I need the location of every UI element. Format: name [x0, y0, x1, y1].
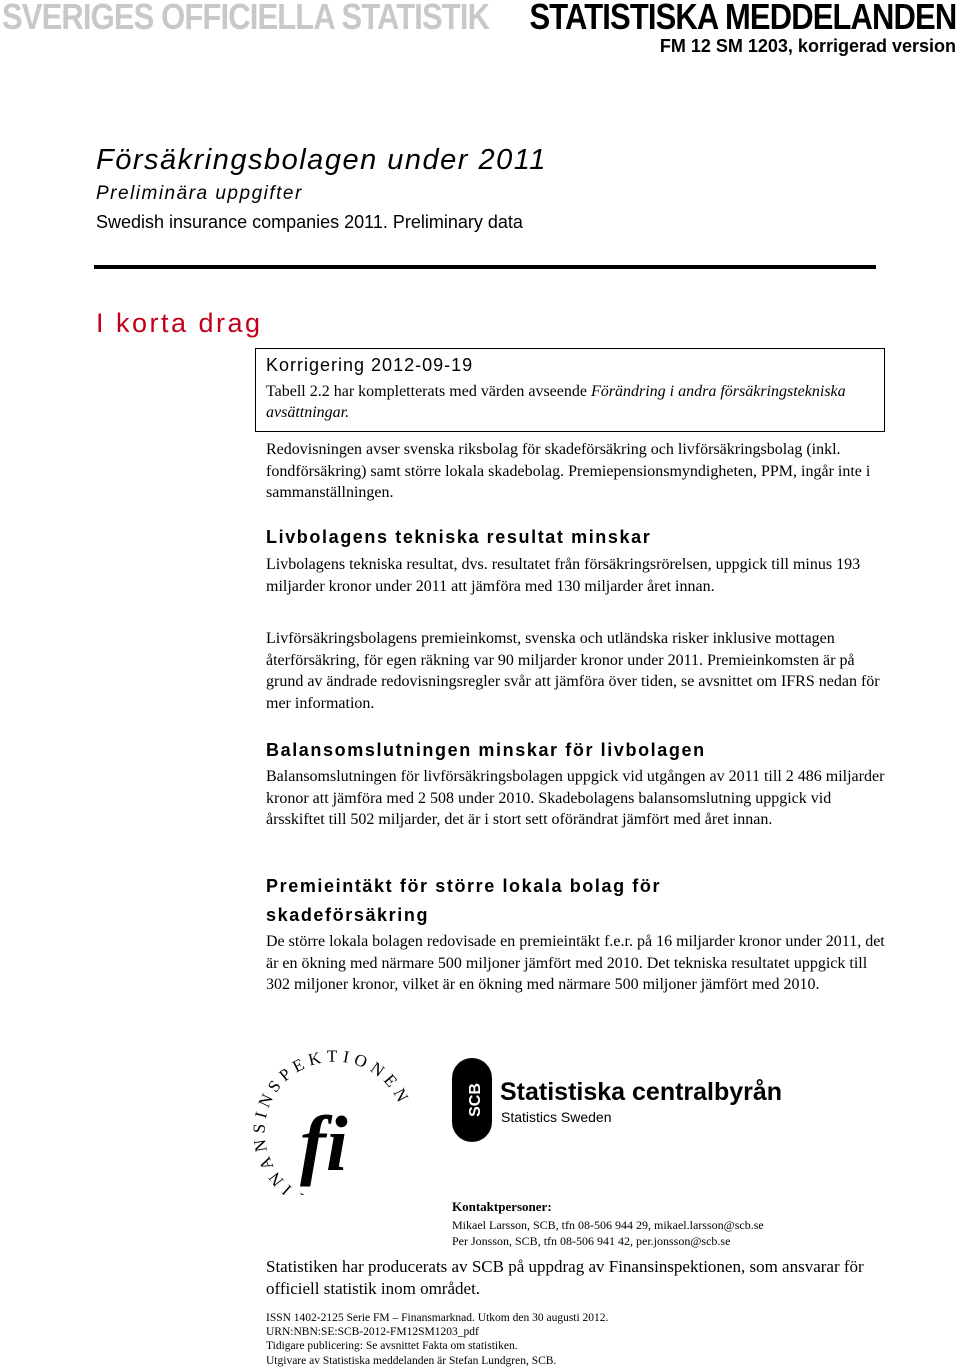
title-divider — [94, 265, 876, 269]
footer-line: ISSN 1402-2125 Serie FM – Finansmarknad. Utkom den 30 augusti 2012. — [266, 1312, 609, 1324]
english-title: Swedish insurance companies 2011. Preliminary data — [96, 212, 523, 232]
correction-heading: Korrigering 2012-09-19 — [266, 355, 474, 375]
correction-text-italic: Förändring i andra försäkringstekniska avsättningar. — [266, 383, 846, 421]
section-paragraph: Balansomslutningen för livförsäkringsbolagen uppgick vid utgången av 2011 till 2 486 miljarder kronor att jämföra med 2 508 under 2010. Skadebolagens balansomslutning uppgick vid årsskiftet till 502 miljarder, det är i stort sett oförändrat jämfört med året innan. — [266, 768, 885, 828]
svg-text:fi: fi — [300, 1100, 348, 1187]
section-heading-balance: Balansomslutningen minskar för livbolagen — [266, 740, 706, 760]
scb-name: Statistiska centralbyrån — [500, 1078, 783, 1106]
section-paragraph: Livförsäkringsbolagens premieinkomst, svenska och utländska risker inklusive mottagen återförsäkring, för egen räkning var 90 miljarder kronor under 2011. Premieinkomsten är på grund av ändrade redovisningsregler svår att jämföra över tiden, se avsnittet om IFRS nedan för mer information. — [266, 630, 880, 712]
section-paragraph: De större lokala bolagen redovisade en premieintäkt f.e.r. på 16 miljarder kronor under 2011, det är en ökning med närmare 500 miljoner jämfört med 2010. Det tekniska resultatet uppgick till 302 miljoner kronor, vilket är en ökning med närmare 500 miljoner jämfört med 2010. — [266, 933, 885, 993]
scb-subtitle: Statistics Sweden — [501, 1109, 612, 1125]
summary-heading: I korta drag — [96, 308, 263, 338]
section-heading-local-companies-2: skadeförsäkring — [266, 905, 430, 925]
footer-line: Tidigare publicering: Se avsnittet Fakta om statistiken. — [266, 1340, 518, 1352]
svg-text:FINANSINSPEKTIONEN: INANSINSPEKTIONE — [250, 1046, 405, 1195]
svg-text:SCB: SCB — [467, 1083, 484, 1117]
contact-person: Mikael Larsson, SCB, tfn 08-506 944 29, mikael.larsson@scb.se — [452, 1218, 764, 1232]
finansinspektionen-logo — [250, 1045, 410, 1195]
contacts-heading: Kontaktpersoner: — [452, 1199, 552, 1214]
series-banner-right: STATISTISKA MEDDELANDEN — [529, 0, 956, 37]
page-title: Försäkringsbolagen under 2011 — [96, 144, 547, 176]
intro-paragraph: Redovisningen avser svenska riksbolag för skadeförsäkring och livförsäkringsbolag (inkl. fondförsäkring) samt större lokala skadebolag. Premiepensionsmyndigheten, PPM, ingår inte i sammanställningen. — [266, 441, 871, 501]
page-subtitle: Preliminära uppgifter — [96, 183, 303, 204]
footer-line: Utgivare av Statistiska meddelanden är Stefan Lundgren, SCB. — [266, 1355, 557, 1367]
section-heading-local-companies-1: Premieintäkt för större lokala bolag för — [266, 876, 662, 896]
series-banner-left: SVERIGES OFFICIELLA STATISTIK — [2, 0, 490, 37]
publication-id: FM 12 SM 1203, korrigerad version — [659, 36, 956, 56]
scb-logo-mark — [452, 1058, 492, 1142]
producer-note: Statistiken har producerats av SCB på uppdrag av Finansinspektionen, som ansvarar för officiell statistik inom området. — [266, 1257, 864, 1298]
section-heading-life-result: Livbolagens tekniska resultat minskar — [266, 527, 652, 547]
section-paragraph: Livbolagens tekniska resultat, dvs. resultatet från försäkringsrörelsen, uppgick till minus 193 miljarder kronor under 2011 att jämföra med 130 miljarder året innan. — [266, 556, 861, 595]
contact-person: Per Jonsson, SCB, tfn 08-506 941 42, per.jonsson@scb.se — [452, 1234, 731, 1248]
correction-text — [266, 381, 876, 423]
footer-line: URN:NBN:SE:SCB-2012-FM12SM1203_pdf — [266, 1326, 479, 1338]
correction-text-plain: Tabell 2.2 har kompletterats med värden avseende — [266, 383, 591, 400]
